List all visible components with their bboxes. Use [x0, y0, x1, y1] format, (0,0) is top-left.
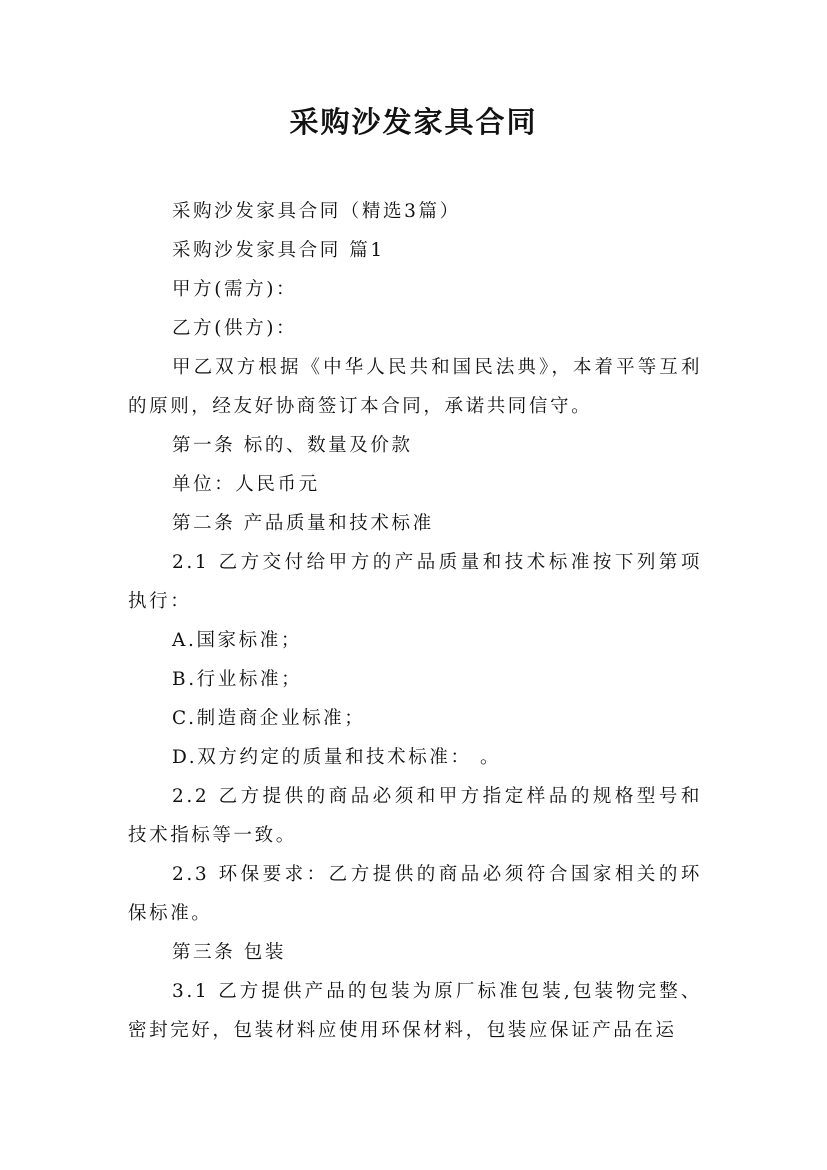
article-3-heading: 第三条 包装: [172, 942, 286, 963]
clause-option-a: A.国家标准；: [172, 630, 302, 651]
paragraph-party-b: 乙方(供方)：: [172, 318, 298, 339]
clause-option-c: C.制造商企业标准；: [172, 708, 366, 729]
document-body: [128, 192, 702, 1050]
clause-2-2: 2.2 乙方提供的商品必须和甲方指定样品的规格型号和技术指标等一致。: [128, 786, 702, 846]
paragraph-party-a: 甲方(需方)：: [172, 279, 298, 300]
clause-2-1: 2.1 乙方交付给甲方的产品质量和技术标准按下列第项执行：: [128, 552, 702, 612]
paragraph-subtitle: 采购沙发家具合同（精选3篇）: [172, 201, 461, 222]
paragraph-unit: 单位：人民币元: [172, 474, 320, 495]
clause-3-1: 3.1 乙方提供产品的包装为原厂标准包装,包装物完整、密封完好，包装材料应使用环保材料，包装应保证产品在运: [128, 981, 702, 1041]
article-2-heading: 第二条 产品质量和技术标准: [172, 513, 434, 534]
article-1-heading: 第一条 标的、数量及价款: [172, 435, 413, 456]
paragraph-section-heading: 采购沙发家具合同 篇1: [172, 240, 385, 261]
document-title: 采购沙发家具合同: [289, 105, 538, 139]
clause-option-d: D.双方约定的质量和技术标准： 。: [172, 747, 502, 768]
clause-option-b: B.行业标准；: [172, 669, 303, 690]
paragraph-preamble: 甲乙双方根据《中华人民共和国民法典》，本着平等互利的原则，经友好协商签订本合同，承诺共同信守。: [128, 357, 702, 417]
clause-2-3: 2.3 环保要求：乙方提供的商品必须符合国家相关的环保标准。: [128, 864, 702, 924]
